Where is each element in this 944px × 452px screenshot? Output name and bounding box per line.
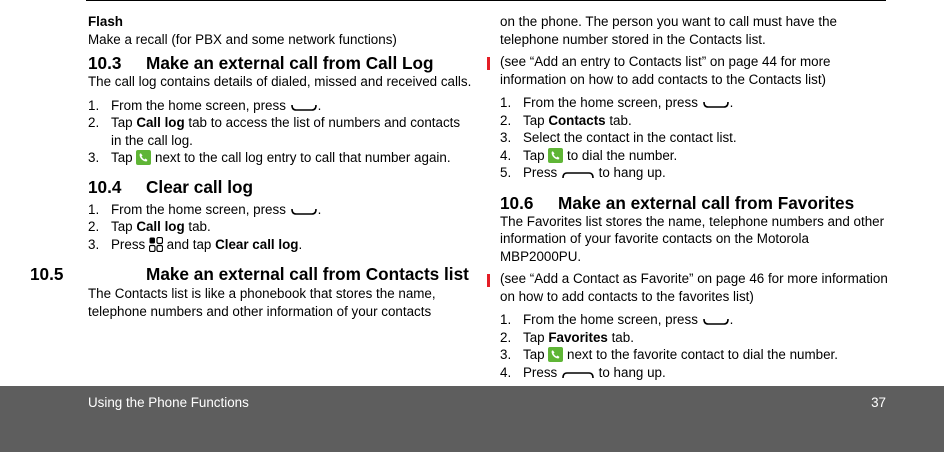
talk-key-icon (290, 103, 318, 113)
footer-section-title: Using the Phone Functions (88, 395, 249, 410)
list-item: 1. From the home screen, press . (500, 95, 734, 110)
top-rule (86, 0, 886, 1)
section-10-6-heading: 10.6 Make an external call from Favorites (500, 192, 855, 213)
list-item: 3. Select the contact in the contact list. (500, 130, 737, 145)
list-item: 2. Tap Call log tab. (88, 219, 211, 234)
list-item: 1. From the home screen, press . (88, 201, 322, 217)
list-item: 2. Tap Favorites tab. (500, 329, 634, 345)
section-10-5-steps (500, 94, 890, 182)
list-item: 4. Press to hang up. (500, 364, 666, 380)
cross-reference-note (500, 270, 890, 305)
section-10-5-intro: The Contacts list is like a phonebook that stores the name, telephone numbers and other information of your contacts (88, 286, 436, 319)
section-10-5-continued: on the phone. The person you want to call must have the telephone number stored in the Contacts list. (500, 14, 837, 47)
section-10-4-heading: 10.4 Clear call log (88, 176, 253, 197)
page-footer (0, 386, 944, 452)
talk-key-icon (702, 317, 730, 327)
section-10-3-heading: 10.3 Make an external call from Call Log (88, 53, 434, 73)
list-item: 3. Press and tap Clear call log. (88, 236, 303, 252)
end-key-icon (561, 370, 595, 380)
section-10-4-steps (88, 201, 474, 254)
call-green-icon (548, 347, 563, 362)
page-number: 37 (871, 395, 886, 410)
end-key-icon (561, 170, 595, 180)
cross-reference-note (500, 53, 890, 88)
change-bar (487, 57, 490, 70)
list-item: 4. Tap to dial the number. (500, 147, 678, 163)
section-10-6-steps (500, 311, 890, 381)
change-bar (487, 274, 490, 287)
section-10-6-intro: The Favorites list stores the name, telephone numbers and other information of your favorite contacts on the Motorola MBP2000PU. (500, 213, 885, 264)
note-text: (see “Add a Contact as Favorite” on page 46 for more information on how to add contacts to the favorites list) (500, 271, 888, 304)
list-item: 2. Tap Contacts tab. (500, 112, 632, 128)
note-text: (see “Add an entry to Contacts list” on page 44 for more information on how to add contacts to the Contacts list) (500, 54, 831, 87)
right-column (500, 13, 890, 381)
menu-grid-icon (149, 237, 163, 252)
talk-key-icon (702, 100, 730, 110)
section-10-3-steps (88, 97, 474, 167)
section-10-3-intro: The call log contains details of dialed, missed and received calls. (88, 74, 472, 89)
flash-title: Flash (88, 14, 123, 29)
call-green-icon (548, 148, 563, 163)
section-10-5-heading: 10.5 Make an external call from Contacts list (30, 264, 469, 284)
left-column (30, 13, 474, 320)
call-green-icon (136, 150, 151, 165)
list-item: 1. From the home screen, press . (500, 312, 734, 327)
list-item: 1. From the home screen, press . (88, 97, 322, 113)
talk-key-icon (290, 207, 318, 217)
list-item: 3. Tap next to the favorite contact to dial the number. (500, 347, 838, 362)
list-item: 5. Press to hang up. (500, 165, 666, 180)
list-item: 2. Tap Call log tab to access the list of numbers and contacts in the call log. (88, 115, 461, 148)
flash-text: Make a recall (for PBX and some network functions) (88, 31, 397, 47)
list-item: 3. Tap next to the call log entry to call that number again. (88, 150, 451, 165)
